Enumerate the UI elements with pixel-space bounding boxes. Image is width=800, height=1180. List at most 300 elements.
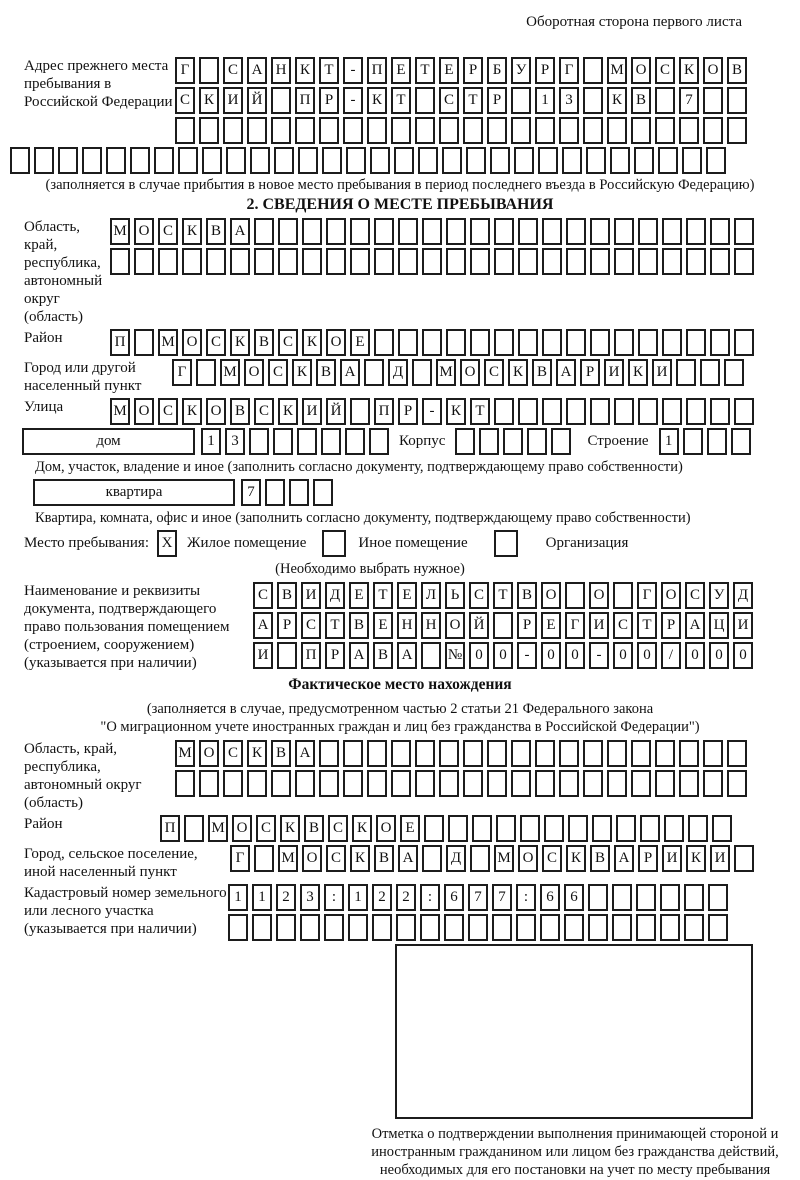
form-cell[interactable]: К bbox=[607, 87, 627, 114]
form-cell[interactable] bbox=[540, 914, 560, 941]
form-cell[interactable]: 0 bbox=[565, 642, 585, 669]
form-cell[interactable] bbox=[564, 914, 584, 941]
form-cell[interactable] bbox=[492, 914, 512, 941]
form-cell[interactable] bbox=[422, 845, 442, 872]
form-cell[interactable]: 3 bbox=[300, 884, 320, 911]
form-cell[interactable] bbox=[493, 612, 513, 639]
form-cell[interactable]: 6 bbox=[540, 884, 560, 911]
form-cell[interactable]: 2 bbox=[396, 884, 416, 911]
form-cell[interactable] bbox=[710, 398, 730, 425]
form-cell[interactable] bbox=[559, 770, 579, 797]
form-cell[interactable]: 3 bbox=[559, 87, 579, 114]
form-cell[interactable] bbox=[638, 329, 658, 356]
form-cell[interactable] bbox=[614, 398, 634, 425]
house-type-box[interactable]: дом bbox=[22, 428, 195, 455]
form-cell[interactable] bbox=[196, 359, 216, 386]
form-cell[interactable]: К bbox=[446, 398, 466, 425]
form-cell[interactable] bbox=[295, 770, 315, 797]
form-cell[interactable]: О bbox=[199, 740, 219, 767]
form-cell[interactable]: П bbox=[374, 398, 394, 425]
form-cell[interactable] bbox=[391, 740, 411, 767]
form-cell[interactable] bbox=[278, 248, 298, 275]
form-cell[interactable] bbox=[374, 248, 394, 275]
form-cell[interactable] bbox=[727, 87, 747, 114]
form-cell[interactable] bbox=[82, 147, 102, 174]
form-cell[interactable] bbox=[518, 398, 538, 425]
form-cell[interactable]: П bbox=[160, 815, 180, 842]
form-cell[interactable]: Р bbox=[319, 87, 339, 114]
form-cell[interactable] bbox=[463, 770, 483, 797]
form-cell[interactable]: 2 bbox=[372, 884, 392, 911]
form-cell[interactable] bbox=[277, 642, 297, 669]
form-cell[interactable]: - bbox=[589, 642, 609, 669]
form-cell[interactable] bbox=[734, 329, 754, 356]
form-cell[interactable] bbox=[590, 329, 610, 356]
form-cell[interactable]: К bbox=[278, 398, 298, 425]
form-cell[interactable] bbox=[638, 398, 658, 425]
form-cell[interactable]: В bbox=[316, 359, 336, 386]
form-cell[interactable] bbox=[313, 479, 333, 506]
form-cell[interactable] bbox=[421, 642, 441, 669]
form-cell[interactable] bbox=[706, 147, 726, 174]
form-cell[interactable] bbox=[634, 147, 654, 174]
form-cell[interactable]: К bbox=[628, 359, 648, 386]
form-cell[interactable] bbox=[676, 359, 696, 386]
form-cell[interactable] bbox=[494, 329, 514, 356]
form-cell[interactable]: А bbox=[295, 740, 315, 767]
form-cell[interactable] bbox=[34, 147, 54, 174]
form-cell[interactable] bbox=[607, 117, 627, 144]
form-cell[interactable] bbox=[415, 770, 435, 797]
form-cell[interactable]: С bbox=[206, 329, 226, 356]
form-cell[interactable] bbox=[424, 815, 444, 842]
form-cell[interactable] bbox=[538, 147, 558, 174]
form-cell[interactable] bbox=[614, 218, 634, 245]
form-cell[interactable] bbox=[206, 248, 226, 275]
form-cell[interactable] bbox=[276, 914, 296, 941]
form-cell[interactable]: Т bbox=[373, 582, 393, 609]
form-cell[interactable]: О bbox=[589, 582, 609, 609]
form-cell[interactable] bbox=[446, 248, 466, 275]
form-cell[interactable] bbox=[343, 740, 363, 767]
form-cell[interactable]: А bbox=[397, 642, 417, 669]
checkbox-residential[interactable]: X bbox=[157, 530, 177, 557]
form-cell[interactable] bbox=[586, 147, 606, 174]
form-cell[interactable] bbox=[566, 398, 586, 425]
form-cell[interactable] bbox=[662, 329, 682, 356]
checkbox-other-premises[interactable] bbox=[322, 530, 346, 557]
form-cell[interactable] bbox=[343, 770, 363, 797]
form-cell[interactable] bbox=[490, 147, 510, 174]
form-cell[interactable]: В bbox=[517, 582, 537, 609]
form-cell[interactable] bbox=[734, 218, 754, 245]
form-cell[interactable]: М bbox=[175, 740, 195, 767]
form-cell[interactable] bbox=[302, 248, 322, 275]
form-cell[interactable] bbox=[420, 914, 440, 941]
form-cell[interactable] bbox=[566, 248, 586, 275]
form-cell[interactable] bbox=[703, 740, 723, 767]
form-cell[interactable] bbox=[463, 117, 483, 144]
form-cell[interactable] bbox=[446, 329, 466, 356]
form-cell[interactable] bbox=[350, 398, 370, 425]
form-cell[interactable]: М bbox=[110, 398, 130, 425]
form-cell[interactable] bbox=[583, 87, 603, 114]
form-cell[interactable]: И bbox=[710, 845, 730, 872]
form-cell[interactable] bbox=[727, 117, 747, 144]
form-cell[interactable] bbox=[265, 479, 285, 506]
form-cell[interactable] bbox=[466, 147, 486, 174]
form-cell[interactable] bbox=[614, 248, 634, 275]
form-cell[interactable]: 3 bbox=[225, 428, 245, 455]
form-cell[interactable] bbox=[249, 428, 269, 455]
form-cell[interactable] bbox=[734, 845, 754, 872]
form-cell[interactable] bbox=[542, 248, 562, 275]
form-cell[interactable]: М bbox=[208, 815, 228, 842]
form-cell[interactable]: П bbox=[367, 57, 387, 84]
form-cell[interactable]: С bbox=[655, 57, 675, 84]
form-cell[interactable] bbox=[470, 218, 490, 245]
form-cell[interactable]: А bbox=[349, 642, 369, 669]
form-cell[interactable] bbox=[326, 248, 346, 275]
form-cell[interactable] bbox=[391, 117, 411, 144]
form-cell[interactable] bbox=[448, 815, 468, 842]
form-cell[interactable]: Г bbox=[230, 845, 250, 872]
form-cell[interactable]: В bbox=[590, 845, 610, 872]
form-cell[interactable] bbox=[271, 87, 291, 114]
form-cell[interactable]: Р bbox=[463, 57, 483, 84]
form-cell[interactable] bbox=[686, 218, 706, 245]
form-cell[interactable]: А bbox=[556, 359, 576, 386]
form-cell[interactable]: К bbox=[280, 815, 300, 842]
form-cell[interactable]: П bbox=[301, 642, 321, 669]
form-cell[interactable]: И bbox=[589, 612, 609, 639]
form-cell[interactable] bbox=[394, 147, 414, 174]
form-cell[interactable] bbox=[710, 218, 730, 245]
form-cell[interactable] bbox=[199, 117, 219, 144]
form-cell[interactable]: / bbox=[661, 642, 681, 669]
form-cell[interactable] bbox=[494, 248, 514, 275]
form-cell[interactable] bbox=[511, 740, 531, 767]
form-cell[interactable] bbox=[640, 815, 660, 842]
form-cell[interactable]: С bbox=[613, 612, 633, 639]
form-cell[interactable]: А bbox=[247, 57, 267, 84]
form-cell[interactable]: В bbox=[349, 612, 369, 639]
form-cell[interactable] bbox=[463, 740, 483, 767]
form-cell[interactable] bbox=[494, 218, 514, 245]
form-cell[interactable]: Е bbox=[373, 612, 393, 639]
form-cell[interactable] bbox=[398, 329, 418, 356]
form-cell[interactable] bbox=[679, 770, 699, 797]
form-cell[interactable] bbox=[223, 117, 243, 144]
form-cell[interactable]: С bbox=[256, 815, 276, 842]
form-cell[interactable] bbox=[415, 740, 435, 767]
form-cell[interactable]: И bbox=[662, 845, 682, 872]
form-cell[interactable] bbox=[684, 884, 704, 911]
form-cell[interactable]: И bbox=[223, 87, 243, 114]
form-cell[interactable] bbox=[527, 428, 547, 455]
form-cell[interactable] bbox=[300, 914, 320, 941]
apartment-type-box[interactable]: квартира bbox=[33, 479, 235, 506]
form-cell[interactable]: К bbox=[292, 359, 312, 386]
form-cell[interactable]: К bbox=[302, 329, 322, 356]
form-cell[interactable]: Б bbox=[487, 57, 507, 84]
form-cell[interactable] bbox=[348, 914, 368, 941]
form-cell[interactable] bbox=[415, 87, 435, 114]
form-cell[interactable] bbox=[662, 398, 682, 425]
form-cell[interactable] bbox=[199, 57, 219, 84]
form-cell[interactable] bbox=[511, 770, 531, 797]
form-cell[interactable]: У bbox=[511, 57, 531, 84]
form-cell[interactable] bbox=[422, 329, 442, 356]
form-cell[interactable] bbox=[273, 428, 293, 455]
form-cell[interactable] bbox=[398, 218, 418, 245]
checkbox-organization[interactable] bbox=[494, 530, 518, 557]
form-cell[interactable]: К bbox=[182, 398, 202, 425]
form-cell[interactable]: С bbox=[268, 359, 288, 386]
form-cell[interactable] bbox=[472, 815, 492, 842]
form-cell[interactable] bbox=[655, 87, 675, 114]
form-cell[interactable] bbox=[535, 117, 555, 144]
form-cell[interactable]: О bbox=[244, 359, 264, 386]
form-cell[interactable] bbox=[278, 218, 298, 245]
form-cell[interactable] bbox=[616, 815, 636, 842]
form-cell[interactable]: Р bbox=[638, 845, 658, 872]
form-cell[interactable] bbox=[503, 428, 523, 455]
form-cell[interactable] bbox=[727, 740, 747, 767]
form-cell[interactable]: 0 bbox=[733, 642, 753, 669]
form-cell[interactable]: К bbox=[508, 359, 528, 386]
form-cell[interactable]: Е bbox=[439, 57, 459, 84]
form-cell[interactable]: О bbox=[232, 815, 252, 842]
form-cell[interactable] bbox=[154, 147, 174, 174]
form-cell[interactable]: А bbox=[340, 359, 360, 386]
form-cell[interactable]: С bbox=[439, 87, 459, 114]
form-cell[interactable]: 0 bbox=[709, 642, 729, 669]
form-cell[interactable]: С bbox=[484, 359, 504, 386]
form-cell[interactable] bbox=[175, 117, 195, 144]
form-cell[interactable] bbox=[708, 914, 728, 941]
form-cell[interactable] bbox=[511, 87, 531, 114]
form-cell[interactable]: О bbox=[661, 582, 681, 609]
form-cell[interactable] bbox=[520, 815, 540, 842]
form-cell[interactable] bbox=[638, 218, 658, 245]
form-cell[interactable] bbox=[712, 815, 732, 842]
form-cell[interactable] bbox=[511, 117, 531, 144]
form-cell[interactable]: С bbox=[175, 87, 195, 114]
form-cell[interactable] bbox=[707, 428, 727, 455]
form-cell[interactable] bbox=[134, 329, 154, 356]
form-cell[interactable] bbox=[175, 770, 195, 797]
form-cell[interactable]: Ц bbox=[709, 612, 729, 639]
form-cell[interactable] bbox=[228, 914, 248, 941]
form-cell[interactable] bbox=[223, 770, 243, 797]
form-cell[interactable] bbox=[295, 117, 315, 144]
form-cell[interactable]: Т bbox=[493, 582, 513, 609]
form-cell[interactable] bbox=[700, 359, 720, 386]
form-cell[interactable]: Й bbox=[326, 398, 346, 425]
form-cell[interactable] bbox=[370, 147, 390, 174]
form-cell[interactable]: И bbox=[733, 612, 753, 639]
form-cell[interactable] bbox=[367, 117, 387, 144]
form-cell[interactable]: - bbox=[517, 642, 537, 669]
form-cell[interactable] bbox=[372, 914, 392, 941]
form-cell[interactable]: О bbox=[445, 612, 465, 639]
form-cell[interactable]: 7 bbox=[468, 884, 488, 911]
form-cell[interactable] bbox=[422, 248, 442, 275]
form-cell[interactable]: Т bbox=[319, 57, 339, 84]
form-cell[interactable] bbox=[660, 884, 680, 911]
form-cell[interactable] bbox=[551, 428, 571, 455]
form-cell[interactable] bbox=[130, 147, 150, 174]
form-cell[interactable] bbox=[324, 914, 344, 941]
form-cell[interactable] bbox=[184, 815, 204, 842]
form-cell[interactable] bbox=[518, 248, 538, 275]
form-cell[interactable]: О bbox=[631, 57, 651, 84]
form-cell[interactable]: Р bbox=[398, 398, 418, 425]
form-cell[interactable] bbox=[734, 248, 754, 275]
form-cell[interactable] bbox=[415, 117, 435, 144]
form-cell[interactable] bbox=[655, 770, 675, 797]
form-cell[interactable] bbox=[250, 147, 270, 174]
form-cell[interactable]: М bbox=[278, 845, 298, 872]
form-cell[interactable] bbox=[703, 117, 723, 144]
form-cell[interactable] bbox=[319, 117, 339, 144]
form-cell[interactable] bbox=[631, 740, 651, 767]
form-cell[interactable] bbox=[254, 845, 274, 872]
form-cell[interactable] bbox=[636, 914, 656, 941]
form-cell[interactable]: С bbox=[253, 582, 273, 609]
form-cell[interactable] bbox=[655, 117, 675, 144]
form-cell[interactable] bbox=[367, 740, 387, 767]
form-cell[interactable] bbox=[230, 248, 250, 275]
form-cell[interactable]: : bbox=[324, 884, 344, 911]
form-cell[interactable] bbox=[684, 914, 704, 941]
form-cell[interactable]: 1 bbox=[252, 884, 272, 911]
form-cell[interactable]: Г bbox=[637, 582, 657, 609]
form-cell[interactable] bbox=[254, 218, 274, 245]
form-cell[interactable]: 6 bbox=[444, 884, 464, 911]
form-cell[interactable] bbox=[559, 117, 579, 144]
form-cell[interactable]: Е bbox=[350, 329, 370, 356]
form-cell[interactable]: 0 bbox=[493, 642, 513, 669]
form-cell[interactable] bbox=[686, 329, 706, 356]
form-cell[interactable]: П bbox=[110, 329, 130, 356]
form-cell[interactable]: Р bbox=[535, 57, 555, 84]
form-cell[interactable] bbox=[679, 117, 699, 144]
form-cell[interactable]: М bbox=[607, 57, 627, 84]
form-cell[interactable] bbox=[588, 884, 608, 911]
form-cell[interactable] bbox=[590, 248, 610, 275]
form-cell[interactable] bbox=[350, 248, 370, 275]
form-cell[interactable]: Т bbox=[637, 612, 657, 639]
form-cell[interactable] bbox=[583, 57, 603, 84]
form-cell[interactable] bbox=[455, 428, 475, 455]
form-cell[interactable] bbox=[182, 248, 202, 275]
form-cell[interactable]: Т bbox=[415, 57, 435, 84]
form-cell[interactable] bbox=[252, 914, 272, 941]
form-cell[interactable]: М bbox=[220, 359, 240, 386]
form-cell[interactable] bbox=[106, 147, 126, 174]
form-cell[interactable] bbox=[247, 117, 267, 144]
form-cell[interactable]: С bbox=[158, 398, 178, 425]
form-cell[interactable] bbox=[568, 815, 588, 842]
form-cell[interactable]: О bbox=[460, 359, 480, 386]
form-cell[interactable]: О bbox=[206, 398, 226, 425]
form-cell[interactable]: Й bbox=[469, 612, 489, 639]
form-cell[interactable]: К bbox=[566, 845, 586, 872]
form-cell[interactable]: В bbox=[271, 740, 291, 767]
form-cell[interactable] bbox=[612, 914, 632, 941]
form-cell[interactable] bbox=[686, 398, 706, 425]
form-cell[interactable] bbox=[374, 329, 394, 356]
form-cell[interactable]: Ь bbox=[445, 582, 465, 609]
form-cell[interactable] bbox=[703, 770, 723, 797]
form-cell[interactable]: И bbox=[302, 398, 322, 425]
form-cell[interactable]: А bbox=[253, 612, 273, 639]
form-cell[interactable]: 7 bbox=[679, 87, 699, 114]
form-cell[interactable]: Й bbox=[247, 87, 267, 114]
form-cell[interactable]: С bbox=[223, 740, 243, 767]
form-cell[interactable] bbox=[321, 428, 341, 455]
form-cell[interactable]: : bbox=[420, 884, 440, 911]
form-cell[interactable]: И bbox=[301, 582, 321, 609]
form-cell[interactable] bbox=[494, 398, 514, 425]
form-cell[interactable]: С bbox=[254, 398, 274, 425]
form-cell[interactable]: 1 bbox=[228, 884, 248, 911]
form-cell[interactable] bbox=[398, 248, 418, 275]
form-cell[interactable]: С bbox=[326, 845, 346, 872]
form-cell[interactable]: 0 bbox=[613, 642, 633, 669]
form-cell[interactable] bbox=[247, 770, 267, 797]
form-cell[interactable]: Т bbox=[391, 87, 411, 114]
form-cell[interactable]: 2 bbox=[276, 884, 296, 911]
form-cell[interactable]: Р bbox=[487, 87, 507, 114]
form-cell[interactable] bbox=[158, 248, 178, 275]
form-cell[interactable]: К bbox=[350, 845, 370, 872]
form-cell[interactable] bbox=[302, 218, 322, 245]
form-cell[interactable] bbox=[662, 218, 682, 245]
form-cell[interactable]: Р bbox=[580, 359, 600, 386]
form-cell[interactable] bbox=[289, 479, 309, 506]
form-cell[interactable]: С bbox=[278, 329, 298, 356]
form-cell[interactable]: К bbox=[295, 57, 315, 84]
form-cell[interactable] bbox=[566, 329, 586, 356]
form-cell[interactable]: А bbox=[614, 845, 634, 872]
form-cell[interactable]: С bbox=[328, 815, 348, 842]
form-cell[interactable]: С bbox=[223, 57, 243, 84]
form-cell[interactable] bbox=[607, 770, 627, 797]
form-cell[interactable]: Д bbox=[388, 359, 408, 386]
form-cell[interactable]: В bbox=[532, 359, 552, 386]
form-cell[interactable] bbox=[367, 770, 387, 797]
form-cell[interactable]: М bbox=[494, 845, 514, 872]
form-cell[interactable] bbox=[710, 248, 730, 275]
form-cell[interactable]: 1 bbox=[348, 884, 368, 911]
form-cell[interactable]: О bbox=[326, 329, 346, 356]
form-cell[interactable]: В bbox=[230, 398, 250, 425]
form-cell[interactable]: О bbox=[703, 57, 723, 84]
form-cell[interactable]: Д bbox=[325, 582, 345, 609]
form-cell[interactable] bbox=[583, 117, 603, 144]
form-cell[interactable] bbox=[297, 428, 317, 455]
form-cell[interactable] bbox=[439, 770, 459, 797]
form-cell[interactable]: О bbox=[541, 582, 561, 609]
form-cell[interactable] bbox=[350, 218, 370, 245]
form-cell[interactable] bbox=[422, 218, 442, 245]
form-cell[interactable]: 0 bbox=[469, 642, 489, 669]
form-cell[interactable]: 1 bbox=[201, 428, 221, 455]
form-cell[interactable]: О bbox=[134, 218, 154, 245]
